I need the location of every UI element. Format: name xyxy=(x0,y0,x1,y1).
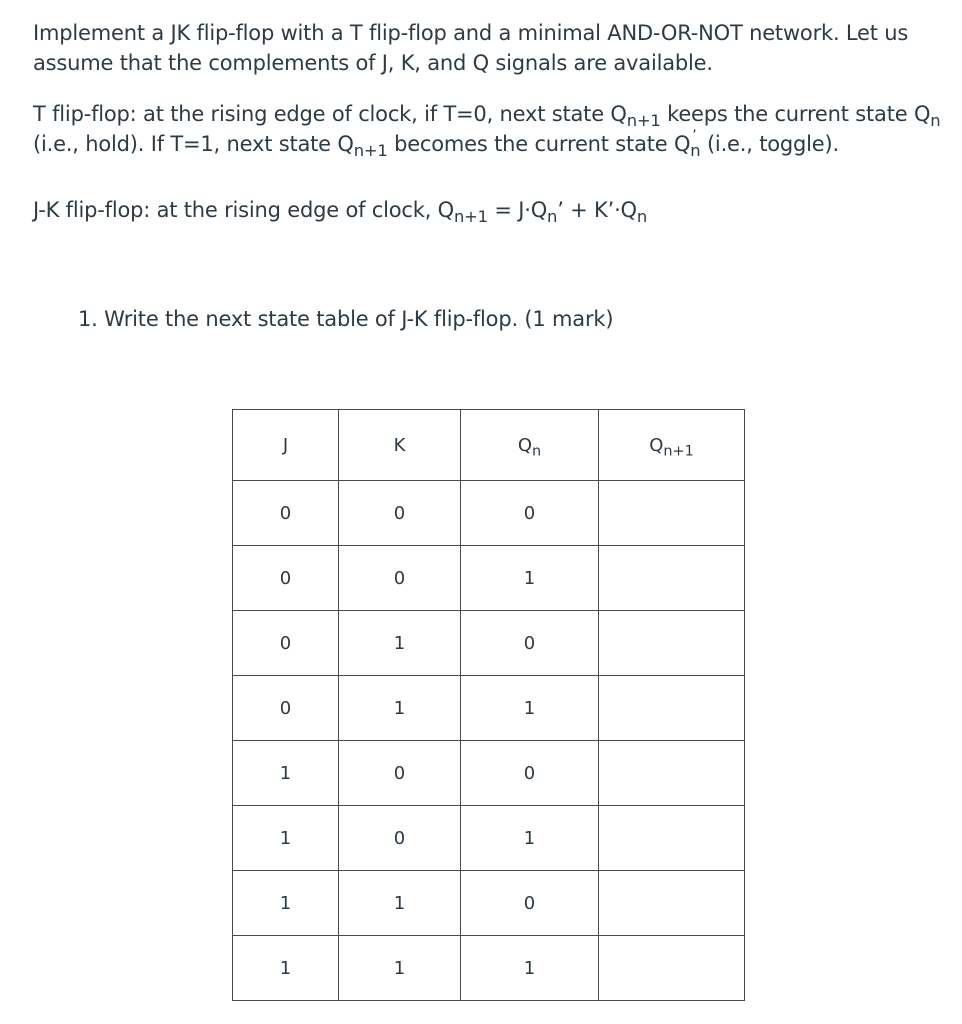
table-row xyxy=(233,676,745,741)
t-flip-flop-paragraph xyxy=(33,99,943,159)
tff-prime: ’ xyxy=(692,127,697,144)
jk-text-1: J-K flip-flop: at the rising edge of clock, Q xyxy=(33,198,454,222)
cell-qn1[interactable] xyxy=(599,741,745,806)
cell-k: 0 xyxy=(339,481,461,546)
tff-sub-n-a: n xyxy=(930,110,941,130)
cell-qn1[interactable] xyxy=(599,546,745,611)
cell-j: 1 xyxy=(233,871,339,936)
cell-qn1[interactable] xyxy=(599,676,745,741)
header-qn1 xyxy=(599,410,745,481)
cell-k: 0 xyxy=(339,546,461,611)
cell-j: 0 xyxy=(233,676,339,741)
table-row xyxy=(233,481,745,546)
table-row xyxy=(233,741,745,806)
cell-qn: 0 xyxy=(461,741,599,806)
question-1: 1. Write the next state table of J-K flip-flop. (1 mark) xyxy=(78,307,614,331)
cell-j: 1 xyxy=(233,741,339,806)
cell-k: 1 xyxy=(339,871,461,936)
cell-qn: 1 xyxy=(461,546,599,611)
cell-j: 0 xyxy=(233,611,339,676)
cell-j: 0 xyxy=(233,481,339,546)
tff-text-4: becomes the current state Q xyxy=(387,132,691,156)
table-row xyxy=(233,936,745,1001)
cell-k: 1 xyxy=(339,936,461,1001)
cell-qn: 0 xyxy=(461,481,599,546)
jk-sub-n-b: n xyxy=(636,206,648,226)
cell-k: 0 xyxy=(339,741,461,806)
cell-j: 0 xyxy=(233,546,339,611)
jk-text-3: ’ + K’·Q xyxy=(557,198,637,222)
jk-text-2: = J·Q xyxy=(487,198,548,222)
cell-qn: 1 xyxy=(461,806,599,871)
cell-k: 1 xyxy=(339,676,461,741)
table-row xyxy=(233,611,745,676)
cell-qn: 0 xyxy=(461,611,599,676)
tff-text-2: keeps the current state Q xyxy=(660,102,931,126)
header-k: K xyxy=(339,410,461,481)
jk-sub-n-a: n xyxy=(547,206,558,226)
tff-text-5: (i.e., toggle). xyxy=(700,132,839,156)
table-row xyxy=(233,871,745,936)
cell-qn1[interactable] xyxy=(599,481,745,546)
header-qn-base: Q xyxy=(517,434,533,456)
header-qn1-base: Q xyxy=(649,434,664,456)
cell-k: 1 xyxy=(339,611,461,676)
header-qn xyxy=(461,410,599,481)
header-j: J xyxy=(233,410,339,481)
tff-text-3: (i.e., hold). If T=1, next state Q xyxy=(33,132,354,156)
tff-sub-n1-b: n+1 xyxy=(353,140,388,160)
cell-qn1[interactable] xyxy=(599,611,745,676)
header-qn1-sub: n+1 xyxy=(663,442,694,459)
cell-j: 1 xyxy=(233,936,339,1001)
tff-text-1: T flip-flop: at the rising edge of clock, if T=0, next state Q xyxy=(33,102,627,126)
cell-k: 0 xyxy=(339,806,461,871)
jk-next-state-table xyxy=(232,409,745,1001)
cell-qn1[interactable] xyxy=(599,871,745,936)
tff-sub-n-b xyxy=(690,127,701,160)
tff-sub-n-b-text: n xyxy=(690,140,701,160)
table-row xyxy=(233,806,745,871)
tff-sub-n1-a: n+1 xyxy=(626,110,661,130)
cell-qn: 0 xyxy=(461,871,599,936)
table-row xyxy=(233,546,745,611)
cell-qn1[interactable] xyxy=(599,806,745,871)
table-header-row xyxy=(233,410,745,481)
cell-j: 1 xyxy=(233,806,339,871)
cell-qn: 1 xyxy=(461,676,599,741)
cell-qn: 1 xyxy=(461,936,599,1001)
intro-paragraph: Implement a JK flip-flop with a T flip-flop and a minimal AND-OR-NOT network. Let us assume that the complements of J, K, and Q signals are available. xyxy=(33,21,909,75)
cell-qn1[interactable] xyxy=(599,936,745,1001)
header-qn-sub: n xyxy=(532,442,542,459)
jk-sub-n1: n+1 xyxy=(453,206,488,226)
jk-flip-flop-paragraph xyxy=(33,195,943,225)
